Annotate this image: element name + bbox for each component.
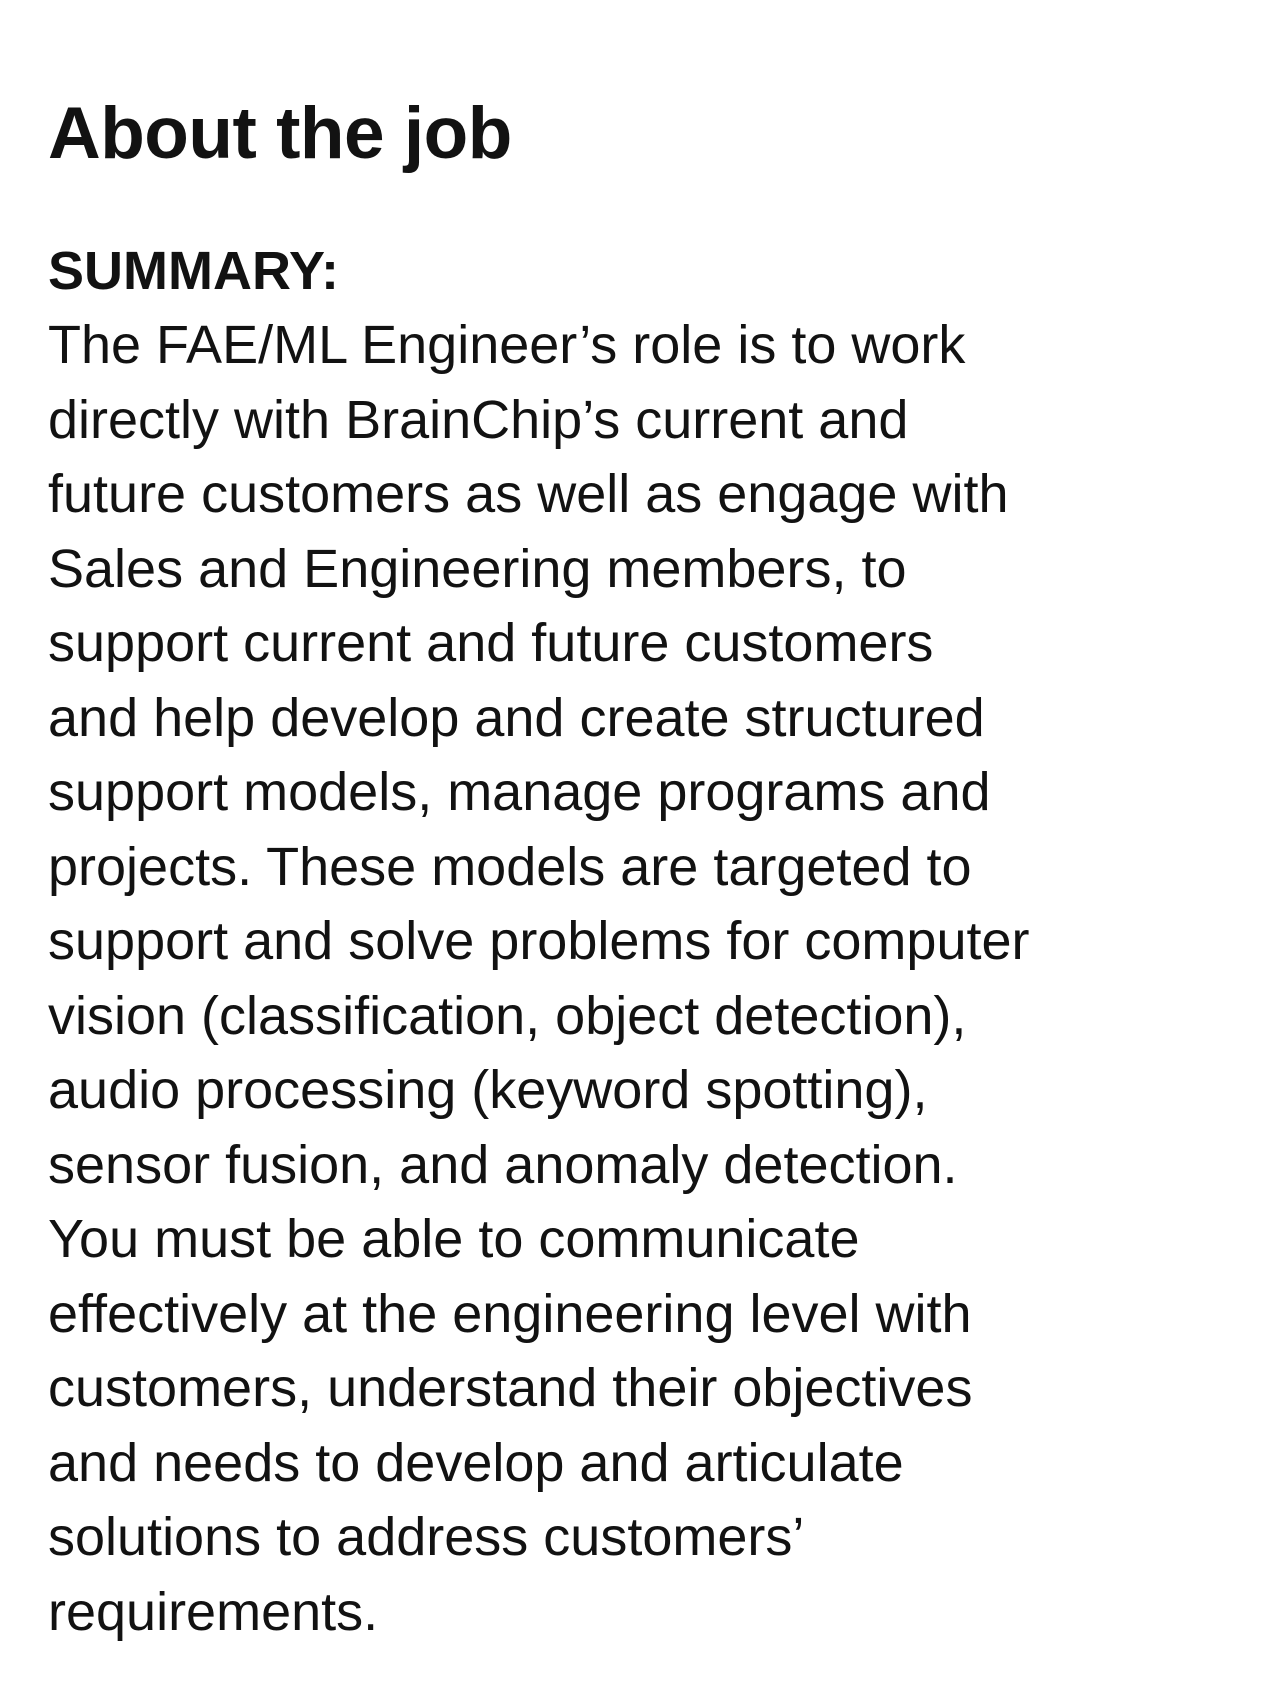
summary-line: vision (classification, object detection), (48, 985, 967, 1046)
summary-line: You must be able to communicate (48, 1209, 860, 1269)
job-description-container (48, 92, 1248, 1649)
summary-line: projects. These models are targeted to (48, 836, 972, 897)
summary-line: support and solve problems for computer (48, 911, 1030, 971)
summary-line: support models, manage programs and (48, 762, 991, 822)
summary-line: support current and future customers (48, 613, 934, 673)
summary-line: requirements. (48, 1581, 379, 1642)
page-title: About the job (48, 93, 512, 174)
summary-line: solutions to address customers’ (48, 1507, 805, 1567)
summary-line: The FAE/ML Engineer’s role is to work (48, 315, 966, 375)
summary-line: Sales and Engineering members, to (48, 538, 907, 599)
summary-paragraph (48, 308, 1248, 1649)
summary-line: audio processing (keyword spotting), (48, 1060, 928, 1120)
summary-line: and help develop and create structured (48, 687, 985, 748)
summary-line: effectively at the engineering level with (48, 1283, 972, 1344)
summary-heading: SUMMARY: (48, 241, 339, 301)
summary-line: and needs to develop and articulate (48, 1432, 904, 1493)
summary-line: sensor fusion, and anomaly detection. (48, 1134, 958, 1195)
summary-line: future customers as well as engage with (48, 464, 1009, 524)
summary-line: directly with BrainChip’s current and (48, 389, 909, 450)
summary-line: customers, understand their objectives (48, 1358, 973, 1418)
